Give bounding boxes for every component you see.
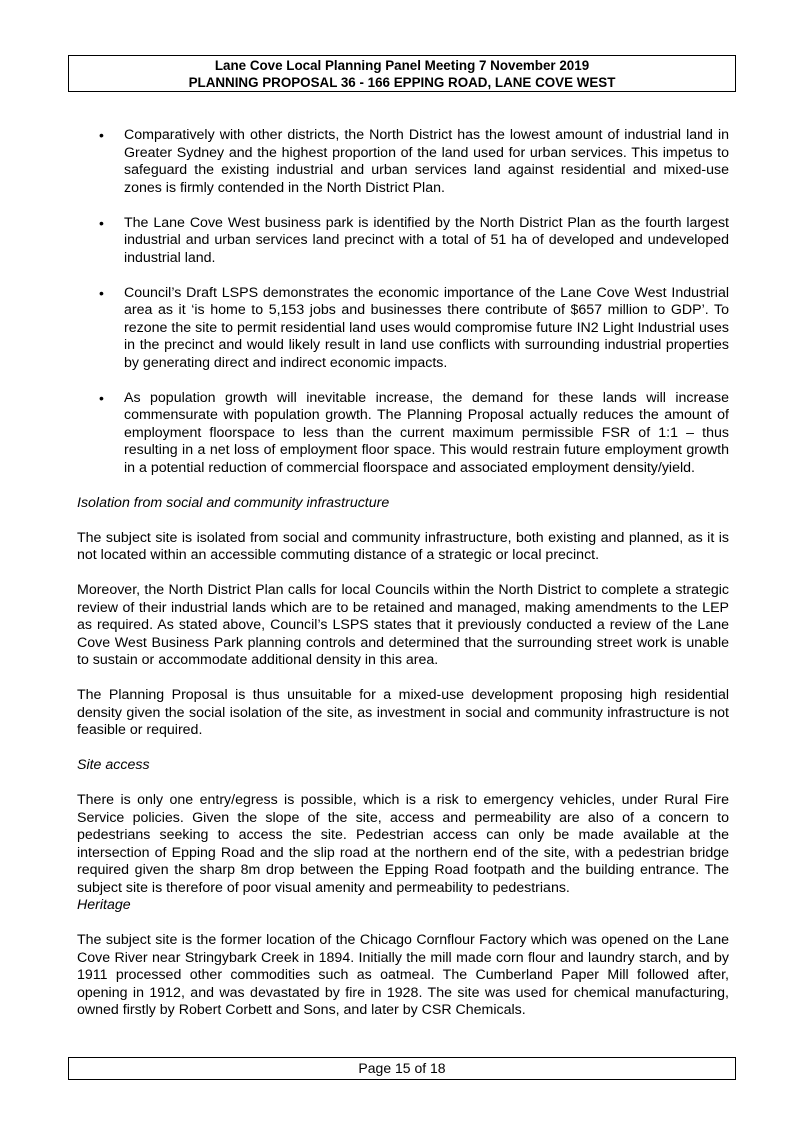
bullet-icon: • bbox=[99, 284, 104, 301]
paragraph: Moreover, the North District Plan calls for local Councils within the North District to complete a strategic review of their industrial lands which are to be retained and managed, making amendments to the LEP as required. As stated above, Council’s LSPS states that it previously conducted a review of the Lane Cove West Business Park planning controls and determined that the surrounding street work is unable to sustain or accommodate additional density in this area. bbox=[77, 582, 729, 668]
page-number: Page 15 of 18 bbox=[358, 1060, 446, 1076]
page-header bbox=[68, 55, 736, 92]
meeting-title: Lane Cove Local Planning Panel Meeting 7 November 2019 bbox=[214, 58, 590, 73]
paragraph: There is only one entry/egress is possible, which is a risk to emergency vehicles, under Rural Fire Service policies. Given the slope of the site, access and permeability are also of a concern to pedestrians seeking to access the site. Pedestrian access can only be made available at the intersection of Epping Road and the slip road at the northern end of the site, with a pedestrian bridge required given the sharp 8m drop between the Epping Road footpath and the building entrance. The subject site is therefore of poor visual amenity and permeability to pedestrians. bbox=[77, 792, 729, 896]
paragraph: The subject site is the former location of the Chicago Cornflour Factory which was opened on the Lane Cove River near Stringybark Creek in 1894. Initially the mill made corn flour and laundry starch, and by 1911 processed other commodities such as oatmeal. The Cumberland Paper Mill followed after, opening in 1912, and was devastated by fire in 1928. The site was used for chemical manufacturing, owned firstly by Robert Corbett and Sons, and later by CSR Chemicals. bbox=[77, 932, 729, 1018]
bullet-icon: • bbox=[99, 214, 104, 231]
paragraph: The Planning Proposal is thus unsuitable for a mixed-use development proposing high residential density given the social isolation of the site, as investment in social and community infrastructure is not feasible or required. bbox=[77, 687, 729, 738]
bullet-text: Comparatively with other districts, the North District has the lowest amount of industrial land in Greater Sydney and the highest proportion of the land used for urban services. This impetus to safeguard the existing industrial and urban services land against residential and mixed-use zones is firmly contended in the North District Plan. bbox=[124, 127, 729, 196]
proposal-title: PLANNING PROPOSAL 36 - 166 EPPING ROAD, LANE COVE WEST bbox=[188, 75, 616, 90]
list-item bbox=[77, 215, 729, 268]
bullet-icon: • bbox=[99, 389, 104, 406]
bullet-list bbox=[77, 127, 729, 477]
bullet-text: The Lane Cove West business park is identified by the North District Plan as the fourth largest industrial and urban services land precinct with a total of 51 ha of developed and undeveloped industrial land. bbox=[124, 214, 729, 266]
bullet-text: Council’s Draft LSPS demonstrates the economic importance of the Lane Cove West Industrial area as it ‘is home to 5,153 jobs and businesses there contribute of $657 million to GDP’. To rezone the site to permit residential land uses would compromise future IN2 Light Industrial uses in the precinct and would likely result in land use conflicts with surrounding industrial properties by generating direct and indirect economic impacts. bbox=[124, 284, 729, 371]
section-heading-site-access: Site access bbox=[77, 757, 150, 773]
list-item bbox=[77, 285, 729, 373]
bullet-icon: • bbox=[99, 127, 104, 143]
bullet-text: As population growth will inevitable increase, the demand for these lands will increase commensurate with population growth. The Planning Proposal actually reduces the amount of employment floorspace to less than the current maximum permissible FSR of 1:1 – thus resulting in a net loss of employment floor space. This would restrain future employment growth in a potential reduction of commercial floorspace and associated employment density/yield. bbox=[124, 389, 729, 476]
paragraph: The subject site is isolated from social and community infrastructure, both existing and planned, as it is not located within an accessible commuting distance of a strategic or local precinct. bbox=[77, 529, 729, 563]
page-footer bbox=[68, 1057, 736, 1080]
section-heading-isolation: Isolation from social and community infrastructure bbox=[77, 494, 390, 511]
document-body bbox=[77, 127, 729, 1037]
section-heading-heritage: Heritage bbox=[77, 897, 131, 913]
list-item bbox=[77, 390, 729, 478]
list-item bbox=[77, 127, 729, 197]
